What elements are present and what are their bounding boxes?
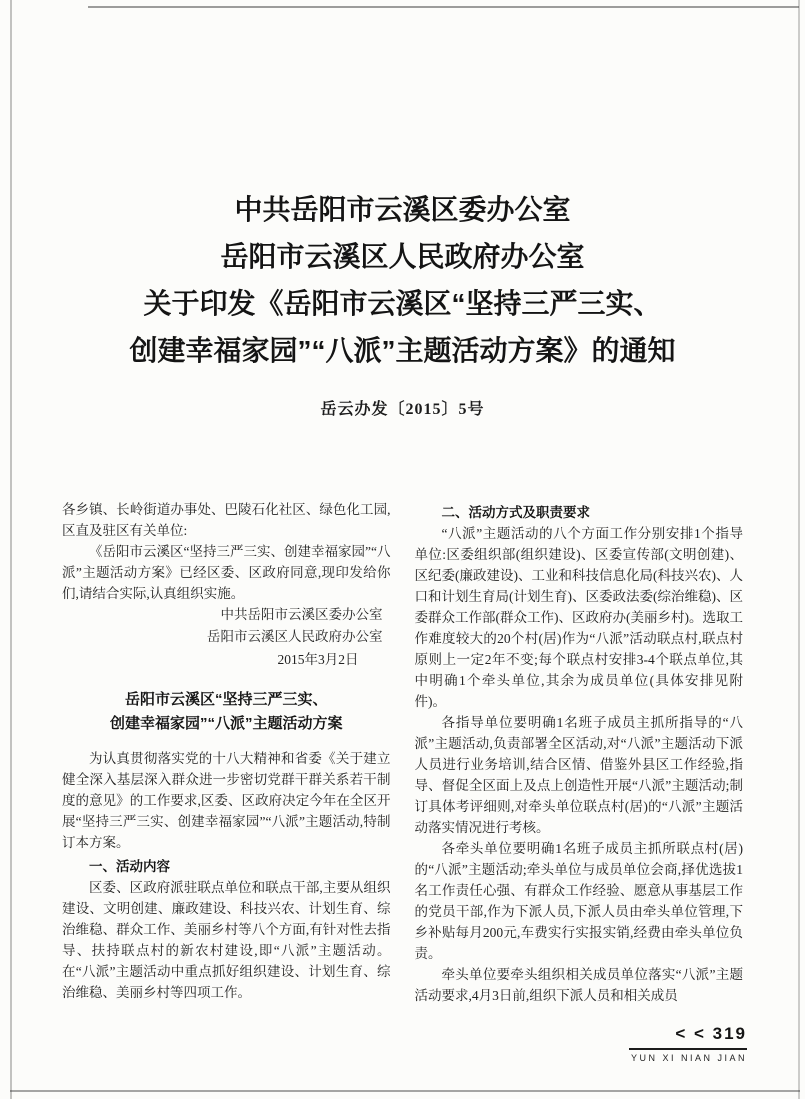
- paragraph-notice-body: 《岳阳市云溪区“坚持三严三实、创建幸福家园”“八派”主题活动方案》已经区委、区政府同意,现印发给你们,请结合实际,认真组织实施。: [62, 544, 391, 601]
- scan-edge-right: [798, 0, 800, 1099]
- paragraph-salutation: 各乡镇、长岭街道办事处、巴陵石化社区、绿色化工园,区直及驻区有关单位:: [62, 502, 391, 538]
- document-title-line-2: 岳阳市云溪区人民政府办公室: [220, 241, 585, 272]
- signature-org-1: 中共岳阳市云溪区委办公室: [220, 607, 383, 622]
- document-title-line-1: 中共岳阳市云溪区委办公室: [234, 194, 571, 225]
- left-column: [62, 499, 391, 1006]
- page-footer: [629, 1024, 747, 1063]
- scan-edge-bottom: [10, 1090, 800, 1092]
- paragraph-section-one: 区委、区政府派驻联点单位和联点干部,主要从组织建设、文明创建、廉政建设、科技兴农、计划生育、综治维稳、群众工作、美丽乡村等八个方面,有针对性去指导、扶持联点村的新农村建设,即“八派”主题活动。在“八派”主题活动中重点抓好组织建设、计划生育、综治维稳、美丽乡村等四项工作。: [62, 880, 391, 1000]
- section-heading-one: 一、活动内容: [89, 859, 170, 874]
- journal-name: YUN XI NIAN JIAN: [630, 1053, 747, 1063]
- plan-title: [62, 688, 391, 736]
- document-title-line-3: 关于印发《岳阳市云溪区“坚持三严三实、: [143, 288, 662, 319]
- signature-org-2: 岳阳市云溪区人民政府办公室: [207, 629, 383, 644]
- footer-divider: [629, 1048, 747, 1050]
- paragraph-section-two-4: 牵头单位要牵头组织相关成员单位落实“八派”主题活动要求,4月3日前,组织下派人员和相关成员: [414, 967, 743, 1003]
- document-title-line-4: 创建幸福家园”“八派”主题活动方案》的通知: [129, 335, 676, 366]
- scan-edge-left: [10, 0, 12, 1099]
- paragraph-section-two-3: 各牵头单位要明确1名班子成员主抓所联点村(居)的“八派”主题活动;牵头单位与成员单位会商,择优选拔1名工作责任心强、有群众工作经验、愿意从事基层工作的党员干部,作为下派人员,下派人员由牵头单位管理,下乡补贴每月200元,车费实行实报实销,经费由牵头单位负责。: [414, 841, 743, 961]
- section-heading-two: 二、活动方式及职责要求: [441, 505, 590, 520]
- document-title: [60, 186, 745, 374]
- scan-edge-top: [88, 6, 799, 8]
- paragraph-plan-intro: 为认真贯彻落实党的十八大精神和省委《关于建立健全深入基层深入群众进一步密切党群干群关系若干制度的意见》的工作要求,区委、区政府决定今年在全区开展“坚持三严三实、创建幸福家园”“八派”主题活动,特制订本方案。: [62, 751, 391, 850]
- signature-date: 2015年3月2日: [277, 652, 359, 667]
- document-number: 岳云办发〔2015〕5号: [320, 401, 485, 418]
- plan-title-line-1: 岳阳市云溪区“坚持三严三实、: [124, 691, 328, 708]
- plan-title-line-2: 创建幸福家园”“八派”主题活动方案: [109, 715, 343, 732]
- paragraph-section-two-2: 各指导单位要明确1名班子成员主抓所指导的“八派”主题活动,负责部署全区活动,对“八派”主题活动下派人员进行业务培训,结合区情、借鉴外县区工作经验,指导、督促全区面上及点上创造性开展“八派”主题活动;制订具体考评细则,对牵头单位联点村(居)的“八派”主题活动落实情况进行考核。: [414, 715, 743, 835]
- paragraph-section-two-1: “八派”主题活动的八个方面工作分别安排1个指导单位:区委组织部(组织建设)、区委宣传部(文明创建)、区纪委(廉政建设)、工业和科技信息化局(科技兴农)、人口和计划生育局(计划生育)、区委政法委(综治维稳)、区委群众工作部(群众工作)、区政府办(美丽乡村)。选取工作难度较大的20个村(居)作为“八派”活动联点村,联点村原则上一定2年不变;每个联点村安排3-4个联点单位,其中明确1个牵头单位,其余为成员单位(具体安排见附件)。: [414, 526, 743, 709]
- document-body: [62, 499, 743, 1006]
- right-column: [415, 499, 744, 1006]
- page-number: < < 319: [675, 1024, 747, 1043]
